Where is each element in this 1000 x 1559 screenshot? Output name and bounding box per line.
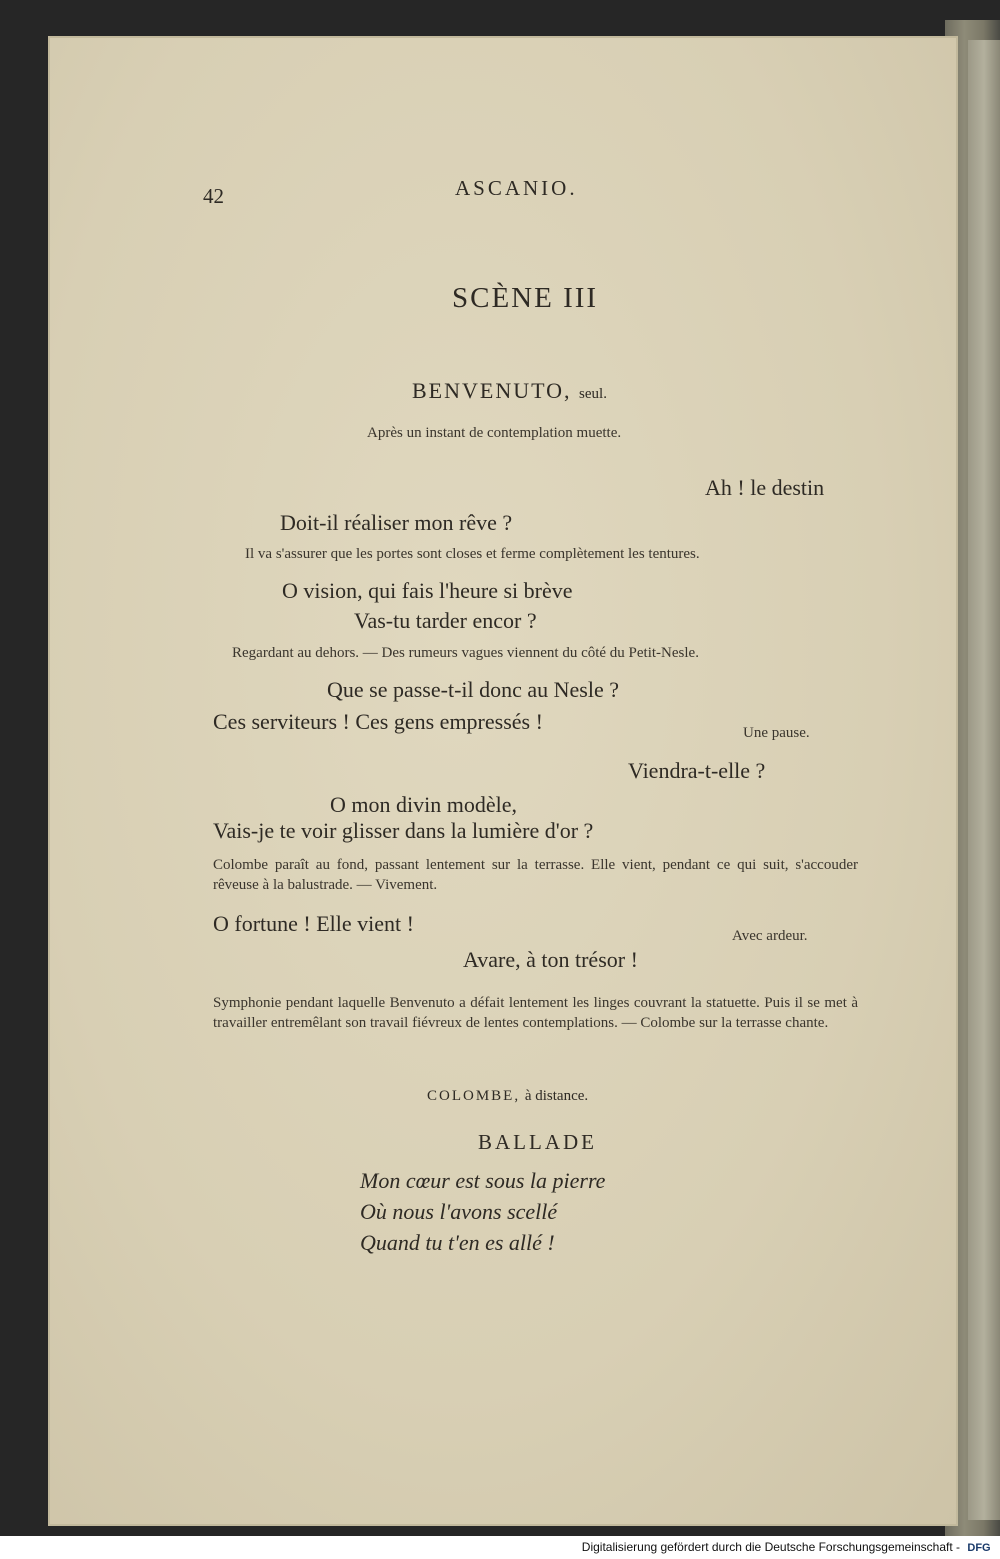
verse-line: Doit-il réaliser mon rêve ? [280, 510, 513, 535]
verse-line: O fortune ! Elle vient ! [213, 911, 414, 936]
verse-line: Que se passe-t-il donc au Nesle ? [327, 677, 620, 702]
ballade-title: BALLADE [478, 1130, 597, 1154]
verse-line: O vision, qui fais l'heure si brève [282, 578, 573, 603]
dfg-logo: DFG [960, 1540, 998, 1557]
scene-title: SCÈNE III [452, 282, 599, 314]
verse-line: Ah ! le destin [705, 475, 825, 500]
verse-line: Avare, à ton trésor ! [463, 947, 638, 972]
character-note: seul. [579, 386, 607, 402]
running-head: ASCANIO. [455, 176, 578, 200]
book-page [48, 36, 958, 1526]
page-number: 42 [203, 184, 224, 208]
funding-credit: Digitalisierung gefördert durch die Deutsche Forschungsgemeinschaft - [581, 1540, 960, 1554]
stage-direction-paragraph: Symphonie pendant laquelle Benvenuto a défait lentement les linges couvrant la statuette. Puis il se met à travailler entremêlant son travail fiévreux de lentes contemplations. — Colombe sur la terrasse chante. [213, 995, 858, 1031]
stage-direction: Après un instant de contemplation muette. [367, 425, 622, 441]
verse-line: O mon divin modèle, [330, 792, 517, 817]
verse-line: Viendra-t-elle ? [628, 758, 766, 783]
character-name: BENVENUTO, [412, 378, 572, 403]
character-name: COLOMBE, [427, 1088, 521, 1104]
character-heading [427, 1088, 588, 1105]
stage-direction: Avec ardeur. [732, 928, 808, 944]
song-line: Quand tu t'en es allé ! [360, 1230, 555, 1255]
stage-direction: Il va s'assurer que les portes sont closes et ferme complètement les tentures. [245, 546, 700, 562]
stage-direction-paragraph: Colombe paraît au fond, passant lentement sur la terrasse. Elle vient, pendant ce qui suit, s'accouder rêveuse à la balustrade. — Vivement. [213, 857, 858, 893]
stage-direction: Regardant au dehors. — Des rumeurs vagues viennent du côté du Petit-Nesle. [232, 645, 699, 661]
stage-direction: Une pause. [743, 725, 810, 741]
book-spine-edge [968, 40, 1000, 1520]
character-heading [412, 378, 607, 404]
character-note: à distance. [524, 1088, 589, 1104]
verse-line: Vas-tu tarder encor ? [354, 608, 537, 633]
song-line: Mon cœur est sous la pierre [360, 1168, 606, 1193]
verse-line: Vais-je te voir glisser dans la lumière d'or ? [213, 818, 594, 843]
verse-line: Ces serviteurs ! Ces gens empressés ! [213, 709, 543, 734]
song-line: Où nous l'avons scellé [360, 1199, 558, 1224]
